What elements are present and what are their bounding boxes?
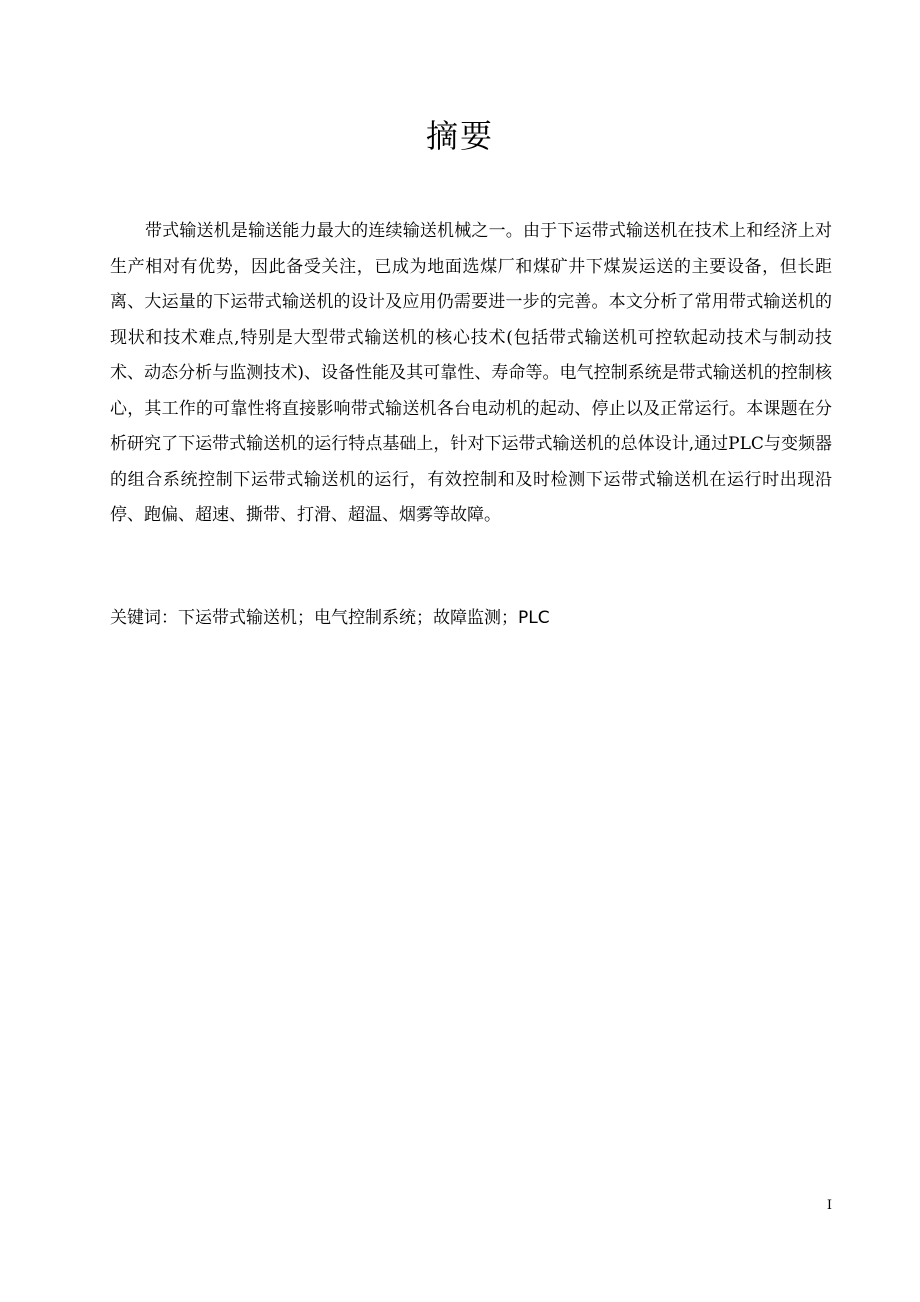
abstract-paragraph: 带式输送机是输送能力最大的连续输送机械之一。由于下运带式输送机在技术上和经济上对生产相对有优势，因此备受关注，已成为地面选煤厂和煤矿井下煤炭运送的主要设备，但长距离、大运量的下运带式输送机的设计及应用仍需要进一步的完善。本文分析了常用带式输送机的现状和技术难点,特别是大型带式输送机的核心技术(包括带式输送机可控软起动技术与制动技术、动态分析与监测技术)、设备性能及其可靠性、寿命等。电气控制系统是带式输送机的控制核心，其工作的可靠性将直接影响带式输送机各台电动机的起动、停止以及正常运行。本课题在分析研究了下运带式输送机的运行特点基础上，针对下运带式输送机的总体设计,通过PLC与变频器的组合系统控制下运带式输送机的运行，有效控制和及时检测下运带式输送机在运行时出现沿停、跑偏、超速、撕带、打滑、超温、烟雾等故障。	[110, 221, 832, 525]
keywords-line	[110, 603, 832, 633]
page-number: I	[826, 1198, 832, 1213]
keywords-value: 下运带式输送机；电气控制系统；故障监测；PLC	[178, 608, 550, 628]
page-title: 摘要	[425, 117, 494, 155]
keywords-label: 关键词：	[110, 608, 178, 628]
